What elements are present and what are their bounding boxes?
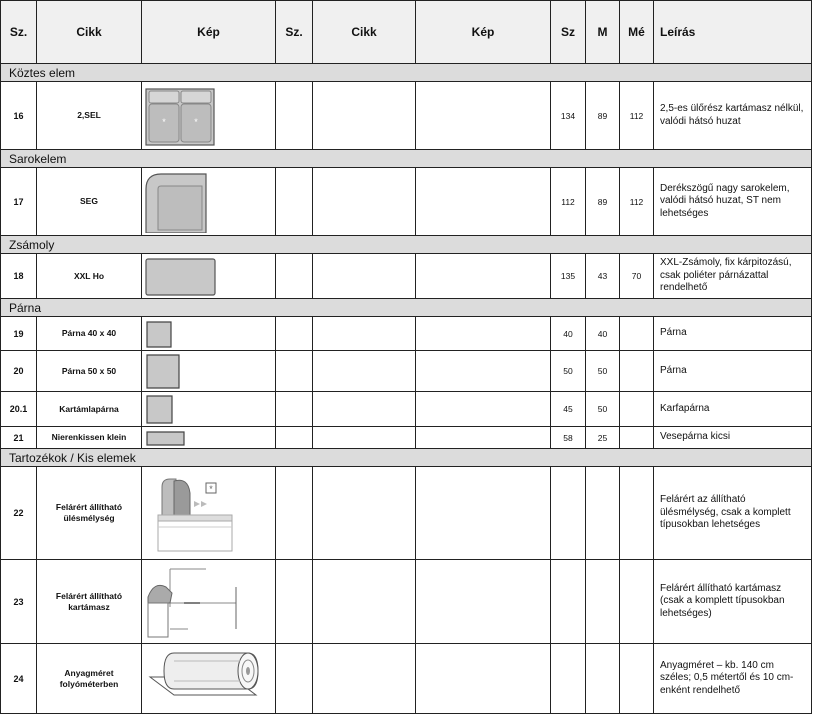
section-title: Tartozékok / Kis elemek xyxy=(1,449,812,467)
depth-value: 25 xyxy=(586,427,620,449)
item-description: Felárért állítható kartámasz (csak a komplett típusokban lehetséges) xyxy=(654,560,812,644)
armrest-cushion-icon xyxy=(144,394,274,424)
row-number: 16 xyxy=(1,82,37,150)
item-image xyxy=(142,427,276,449)
svg-text:*: * xyxy=(209,484,213,494)
table-row xyxy=(1,427,812,449)
table-row xyxy=(1,317,812,351)
height-value xyxy=(620,392,654,427)
item-image xyxy=(142,317,276,351)
height-value: 70 xyxy=(620,254,654,299)
depth-value: 89 xyxy=(586,168,620,236)
section-title: Köztes elem xyxy=(1,64,812,82)
row-number: 22 xyxy=(1,467,37,560)
section-header xyxy=(1,236,812,254)
cushion-icon xyxy=(144,320,274,348)
section-title: Zsámoly xyxy=(1,236,812,254)
table-row xyxy=(1,392,812,427)
row-number: 17 xyxy=(1,168,37,236)
item-description: Derékszögű nagy sarokelem, valódi hátsó huzat, ST nem lehetséges xyxy=(654,168,812,236)
depth-value: 89 xyxy=(586,82,620,150)
table-row xyxy=(1,82,812,150)
item-description: Felárért az állítható ülésmélység, csak a komplett típusokban lehetséges xyxy=(654,467,812,560)
section-header xyxy=(1,449,812,467)
item-name: Felárért állítható kartámasz xyxy=(37,560,142,644)
item-description: Párna xyxy=(654,351,812,392)
item-name: Párna 50 x 50 xyxy=(37,351,142,392)
height-value xyxy=(620,560,654,644)
height-value xyxy=(620,351,654,392)
height-value xyxy=(620,467,654,560)
row-number: 23 xyxy=(1,560,37,644)
section-header xyxy=(1,150,812,168)
header-description: Leírás xyxy=(654,1,812,64)
depth-value: 50 xyxy=(586,392,620,427)
item-description: Párna xyxy=(654,317,812,351)
table-row xyxy=(1,254,812,299)
item-name: Kartámlapárna xyxy=(37,392,142,427)
item-description: Karfapárna xyxy=(654,392,812,427)
width-value: 50 xyxy=(551,351,586,392)
header-width: Sz xyxy=(551,1,586,64)
width-value xyxy=(551,467,586,560)
table-row xyxy=(1,560,812,644)
item-description: Vesepárna kicsi xyxy=(654,427,812,449)
table-row xyxy=(1,644,812,714)
depth-value: 43 xyxy=(586,254,620,299)
width-value: 135 xyxy=(551,254,586,299)
item-image xyxy=(142,560,276,644)
item-image xyxy=(142,254,276,299)
item-name: Felárért állítható ülésmélység xyxy=(37,467,142,560)
item-name: Nierenkissen klein xyxy=(37,427,142,449)
header-sz-2: Sz. xyxy=(276,1,313,64)
item-name: 2,SEL xyxy=(37,82,142,150)
header-kep: Kép xyxy=(142,1,276,64)
table-row xyxy=(1,168,812,236)
header-sz: Sz. xyxy=(1,1,37,64)
width-value: 45 xyxy=(551,392,586,427)
row-number: 19 xyxy=(1,317,37,351)
item-name: XXL Ho xyxy=(37,254,142,299)
table-row xyxy=(1,351,812,392)
item-description: Anyagméret – kb. 140 cm széles; 0,5 métertől és 10 cm-enként rendelhető xyxy=(654,644,812,714)
header-kep-2: Kép xyxy=(416,1,551,64)
item-description: XXL-Zsámoly, fix kárpitozású, csak poliéter párnázattal rendelhető xyxy=(654,254,812,299)
depth-value: 50 xyxy=(586,351,620,392)
depth-value xyxy=(586,644,620,714)
width-value xyxy=(551,644,586,714)
footstool-icon xyxy=(144,256,274,296)
table-row xyxy=(1,467,812,560)
width-value: 40 xyxy=(551,317,586,351)
cushion-icon xyxy=(144,353,274,389)
width-value xyxy=(551,560,586,644)
height-value: 112 xyxy=(620,82,654,150)
header-height: Mé xyxy=(620,1,654,64)
corner-element-icon xyxy=(144,171,274,233)
height-value xyxy=(620,317,654,351)
row-number: 18 xyxy=(1,254,37,299)
svg-text:*: * xyxy=(162,116,166,127)
width-value: 58 xyxy=(551,427,586,449)
item-image xyxy=(142,392,276,427)
fabric-roll-icon xyxy=(144,647,274,711)
depth-value xyxy=(586,467,620,560)
header-cikk: Cikk xyxy=(37,1,142,64)
depth-value xyxy=(586,560,620,644)
depth-value: 40 xyxy=(586,317,620,351)
item-name: SEG xyxy=(37,168,142,236)
item-image xyxy=(142,82,276,150)
item-image xyxy=(142,168,276,236)
section-title: Párna xyxy=(1,299,812,317)
section-header xyxy=(1,299,812,317)
item-name: Anyagméret folyóméterben xyxy=(37,644,142,714)
adjustable-armrest-icon xyxy=(144,563,274,641)
kidney-cushion-icon xyxy=(144,430,274,446)
section-header xyxy=(1,64,812,82)
width-value: 112 xyxy=(551,168,586,236)
header-cikk-2: Cikk xyxy=(313,1,416,64)
height-value xyxy=(620,427,654,449)
header-row xyxy=(1,1,812,64)
item-image xyxy=(142,467,276,560)
item-description: 2,5-es ülőrész kartámasz nélkül, valódi hátsó huzat xyxy=(654,82,812,150)
height-value xyxy=(620,644,654,714)
row-number: 24 xyxy=(1,644,37,714)
width-value: 134 xyxy=(551,82,586,150)
item-name: Párna 40 x 40 xyxy=(37,317,142,351)
seat-depth-adjust-icon xyxy=(144,471,274,555)
height-value: 112 xyxy=(620,168,654,236)
svg-text:*: * xyxy=(194,116,198,127)
item-image xyxy=(142,351,276,392)
row-number: 21 xyxy=(1,427,37,449)
header-depth: M xyxy=(586,1,620,64)
row-number: 20.1 xyxy=(1,392,37,427)
item-image xyxy=(142,644,276,714)
row-number: 20 xyxy=(1,351,37,392)
two-seat-sofa-icon xyxy=(144,86,274,146)
section-title: Sarokelem xyxy=(1,150,812,168)
